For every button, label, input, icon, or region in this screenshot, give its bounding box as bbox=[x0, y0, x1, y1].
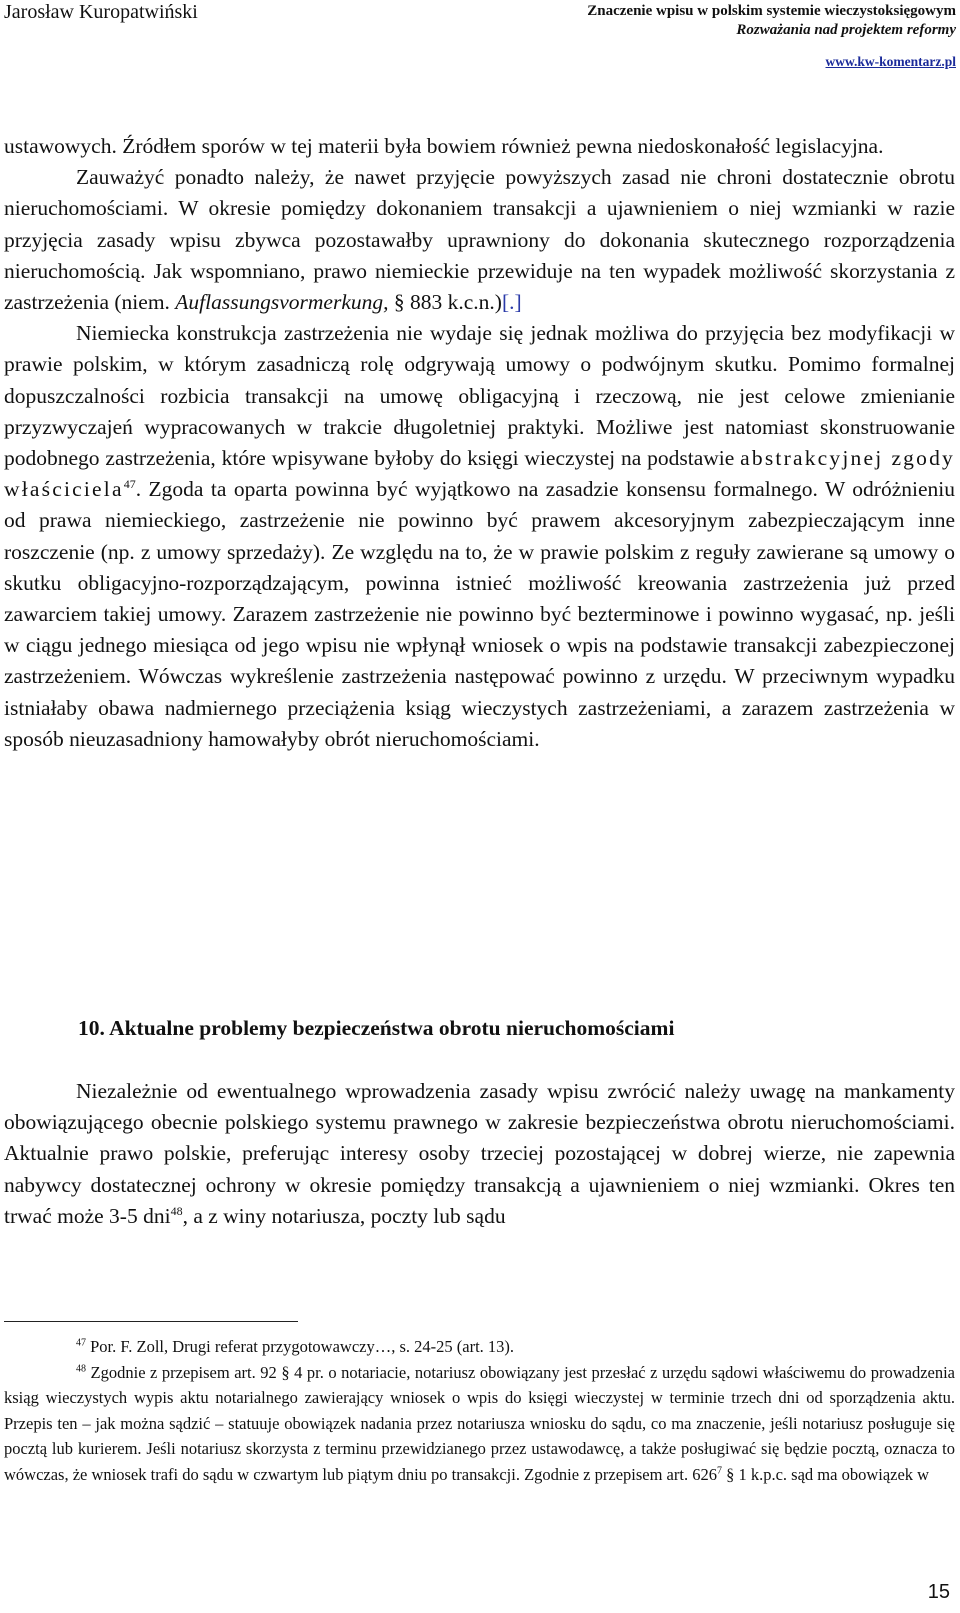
paragraph-3 bbox=[4, 318, 955, 755]
paragraph-3-spaced-term: abstrakcyjnej zgody właściciela bbox=[4, 446, 955, 502]
footnote-47-text: Por. F. Zoll, Drugi referat przygotowawczy…, s. 24-25 (art. 13). bbox=[86, 1337, 515, 1356]
section-paragraph-1-text-b: , a z winy notariusza, poczty lub sądu bbox=[182, 1203, 506, 1228]
paragraph-2 bbox=[4, 162, 955, 318]
header-url-link[interactable]: www.kw-komentarz.pl bbox=[825, 54, 956, 69]
paragraph-1: ustawowych. Źródłem sporów w tej materii była bowiem również pewna niedoskonałość legislacyjna. bbox=[4, 134, 884, 158]
section-paragraph-1-text-a: Niezależnie od ewentualnego wprowadzenia zasady wpisu zwrócić należy uwagę na mankamenty obowiązującego obecnie polskiego systemu prawnego w zakresie bezpieczeństwa obrotu nieruchomościami. Aktualnie prawo polskie, preferując interesy osoby trzeciej pozostającej w dobrej wierze, nie zapewnia nabywcy dostatecznej ochrony w okresie pomiędzy transakcją a ujawnieniem o niej wzmianki. Okres ten trwać może 3-5 dni bbox=[4, 1079, 955, 1228]
footnote-48 bbox=[4, 1360, 955, 1488]
paragraph-2-text-a: Zauważyć ponadto należy, że nawet przyjęcie powyższych zasad nie chroni dostatecznie obrotu nieruchomościami. W okresie pomiędzy dokonaniem transakcji a ujawnieniem o niej wzmianki w razie przyjęcia zasady wpisu zbywca pozostawałby uprawniony do dokonania skutecznego rozporządzenia nieruchomością. Jak wspomniano, prawo niemieckie przewiduje na ten wypadek możliwość skorzystania z zastrzeżenia (niem. bbox=[4, 165, 955, 315]
footnote-47-number: 47 bbox=[76, 1337, 86, 1349]
paragraph-2-italic-term: Auflassungsvormerkung, bbox=[175, 290, 389, 315]
footnote-47 bbox=[4, 1334, 955, 1360]
footnote-ref-48[interactable]: 48 bbox=[170, 1203, 183, 1218]
paragraph-3-text-a: Niemiecka konstrukcja zastrzeżenia nie wydaje się jednak możliwa do przyjęcia bez modyfikacji w prawie polskim, w którym zasadniczą rolę odgrywają umowy o podwójnym skutku. Pomimo formalnej dopuszczalności rozbicia transakcji na umowę obligacyjną i rzeczową, nie jest celowe zmienianie przyzwyczajeń wypracowanych w trakcie długoletniej praktyki. Możliwe jest natomiast skonstruowanie podobnego zastrzeżenia, które wpisywane byłoby do księgi wieczystej na podstawie bbox=[4, 321, 955, 471]
section-paragraph-1 bbox=[4, 1076, 955, 1232]
footnote-48-article-sup: 7 bbox=[716, 1465, 722, 1476]
header-subtitle: Rozważania nad projektem reformy bbox=[736, 22, 956, 38]
body-text bbox=[4, 131, 955, 755]
header-right bbox=[587, 2, 956, 71]
paragraph-2-bracket-link[interactable]: [.] bbox=[501, 290, 522, 315]
paragraph-3-text-b: . Zgoda ta oparta powinna być wyjątkowo na zasadzie konsensu formalnego. W odróżnieniu od prawa niemieckiego, zastrzeżenie nie powinno być prawem akcesoryjnym zabezpieczającym inne roszczenie (np. z umowy sprzedaży). Ze względu na to, że w prawie polskim z reguły zawierane są umowy o skutku obligacyjno-rozporządzającym, powinna istnieć możliwość kreowania zastrzeżenia już przed zawarciem takiej umowy. Zarazem zastrzeżenie nie powinno być bezterminowe i powinno wygasać, np. jeśli w ciągu jednego miesiąca od jego wpisu nie wpłynął wniosek o wpis na podstawie transakcji zabezpieczonej zastrzeżeniem. Wówczas wykreślenie zastrzeżenia następować powinno z urzędu. W przeciwnym wypadku istniałaby obawa nadmiernego przeciążenia ksiąg wieczystych zastrzeżeniami, a zarazem zastrzeżenia w sposób nieuzasadniony hamowałyby obrót nieruchomościami. bbox=[4, 477, 955, 751]
footnotes bbox=[4, 1334, 955, 1487]
paragraph-2-text-b: § 883 k.c.n.) bbox=[388, 290, 502, 315]
footnote-ref-47[interactable]: 47 bbox=[123, 477, 136, 492]
footnote-48-text-b: § 1 k.p.c. sąd ma obowiązek w bbox=[721, 1464, 930, 1484]
section-heading: 10. Aktualne problemy bezpieczeństwa obrotu nieruchomościami bbox=[78, 1016, 675, 1040]
header-title: Znaczenie wpisu w polskim systemie wieczystoksięgowym bbox=[587, 3, 956, 19]
footnote-48-text-a: Zgodnie z przepisem art. 92 § 4 pr. o notariacie, notariusz obowiązany jest przesłać z urzędu sądowi właściwemu do prowadzenia ksiąg wieczystych wypis aktu notarialnego zawierający wniosek o wpis do księgi wieczystej w terminie trzech dni od sporządzenia aktu. Przepis ten – jak można sądzić – statuuje obowiązek nadania przez notariusza wniosku do sądu, co ma znaczenie, jeśli notariusz posługuje się pocztą lub kurierem. Jeśli notariusz skorzysta z terminu przewidzianego przez ustawodawcę, a także posługiwać się będzie pocztą, oznacza to wówczas, że wniosek trafi do sądu w czwartym lub piątym dniu po transakcji. Zgodnie z przepisem art. 626 bbox=[4, 1362, 955, 1484]
section-body bbox=[4, 1076, 955, 1232]
header-author: Jarosław Kuropatwiński bbox=[4, 1, 198, 23]
footnote-separator bbox=[4, 1321, 298, 1322]
page-number: 15 bbox=[927, 1581, 950, 1603]
footnote-48-number: 48 bbox=[76, 1363, 86, 1374]
